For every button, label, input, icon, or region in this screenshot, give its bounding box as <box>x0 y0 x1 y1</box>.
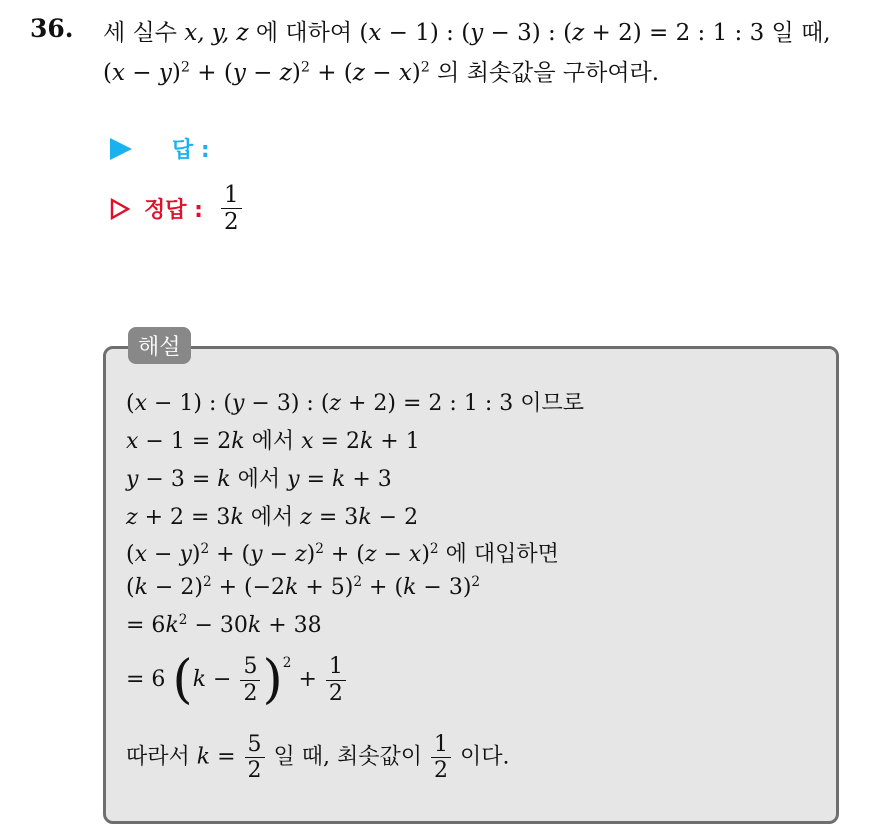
answer-label: 답 : <box>172 138 210 163</box>
correct-label: 정답 : <box>144 198 203 224</box>
correct-value: $\frac{1}{2}$ <box>219 183 244 234</box>
solution-tag: 해설 <box>128 327 191 364</box>
outline-triangle-icon <box>110 198 130 220</box>
solution-line: x − 1 = 2k 에서 x = 2k + 1 <box>126 429 420 454</box>
play-triangle-icon <box>110 138 132 160</box>
solution-line: $(k - 2)^2 + (-2k + 5)^2 + (k - 3)^2$ <box>126 573 481 600</box>
solution-line: $(x - y)^2 + (y - z)^2 + (z - x)^2$ 에 대입하면 <box>126 540 559 567</box>
solution-line: z + 2 = 3k 에서 z = 3k − 2 <box>126 505 419 530</box>
question-number: 36. <box>30 14 74 43</box>
solution-line: = 6 (k − $\frac{5}{2}$ )$^2$ + $\frac{1}{2}$ <box>126 654 348 706</box>
solution-line: (x − 1) : (y − 3) : (z + 2) = 2 : 1 : 3 이므로 <box>126 391 584 416</box>
correct-answer-row <box>110 183 244 234</box>
solution-line: y − 3 = k 에서 y = k + 3 <box>126 467 392 492</box>
solution-conclusion: 따라서 k = $\frac{5}{2}$ 일 때, 최솟값이 $\frac{1}{2}$ 이다. <box>126 732 510 784</box>
question-line-1: 세 실수 x, y, z 에 대하여 (x − 1) : (y − 3) : (z + 2) = 2 : 1 : 3 일 때, <box>103 20 831 46</box>
question-line-2: $(x - y)^2 + (y - z)^2 + (z - x)^2$ 의 최솟값을 구하여라. <box>103 59 660 86</box>
answer-row <box>110 133 210 164</box>
solution-line: = $6k^2 - 30k + 38$ <box>126 611 322 638</box>
